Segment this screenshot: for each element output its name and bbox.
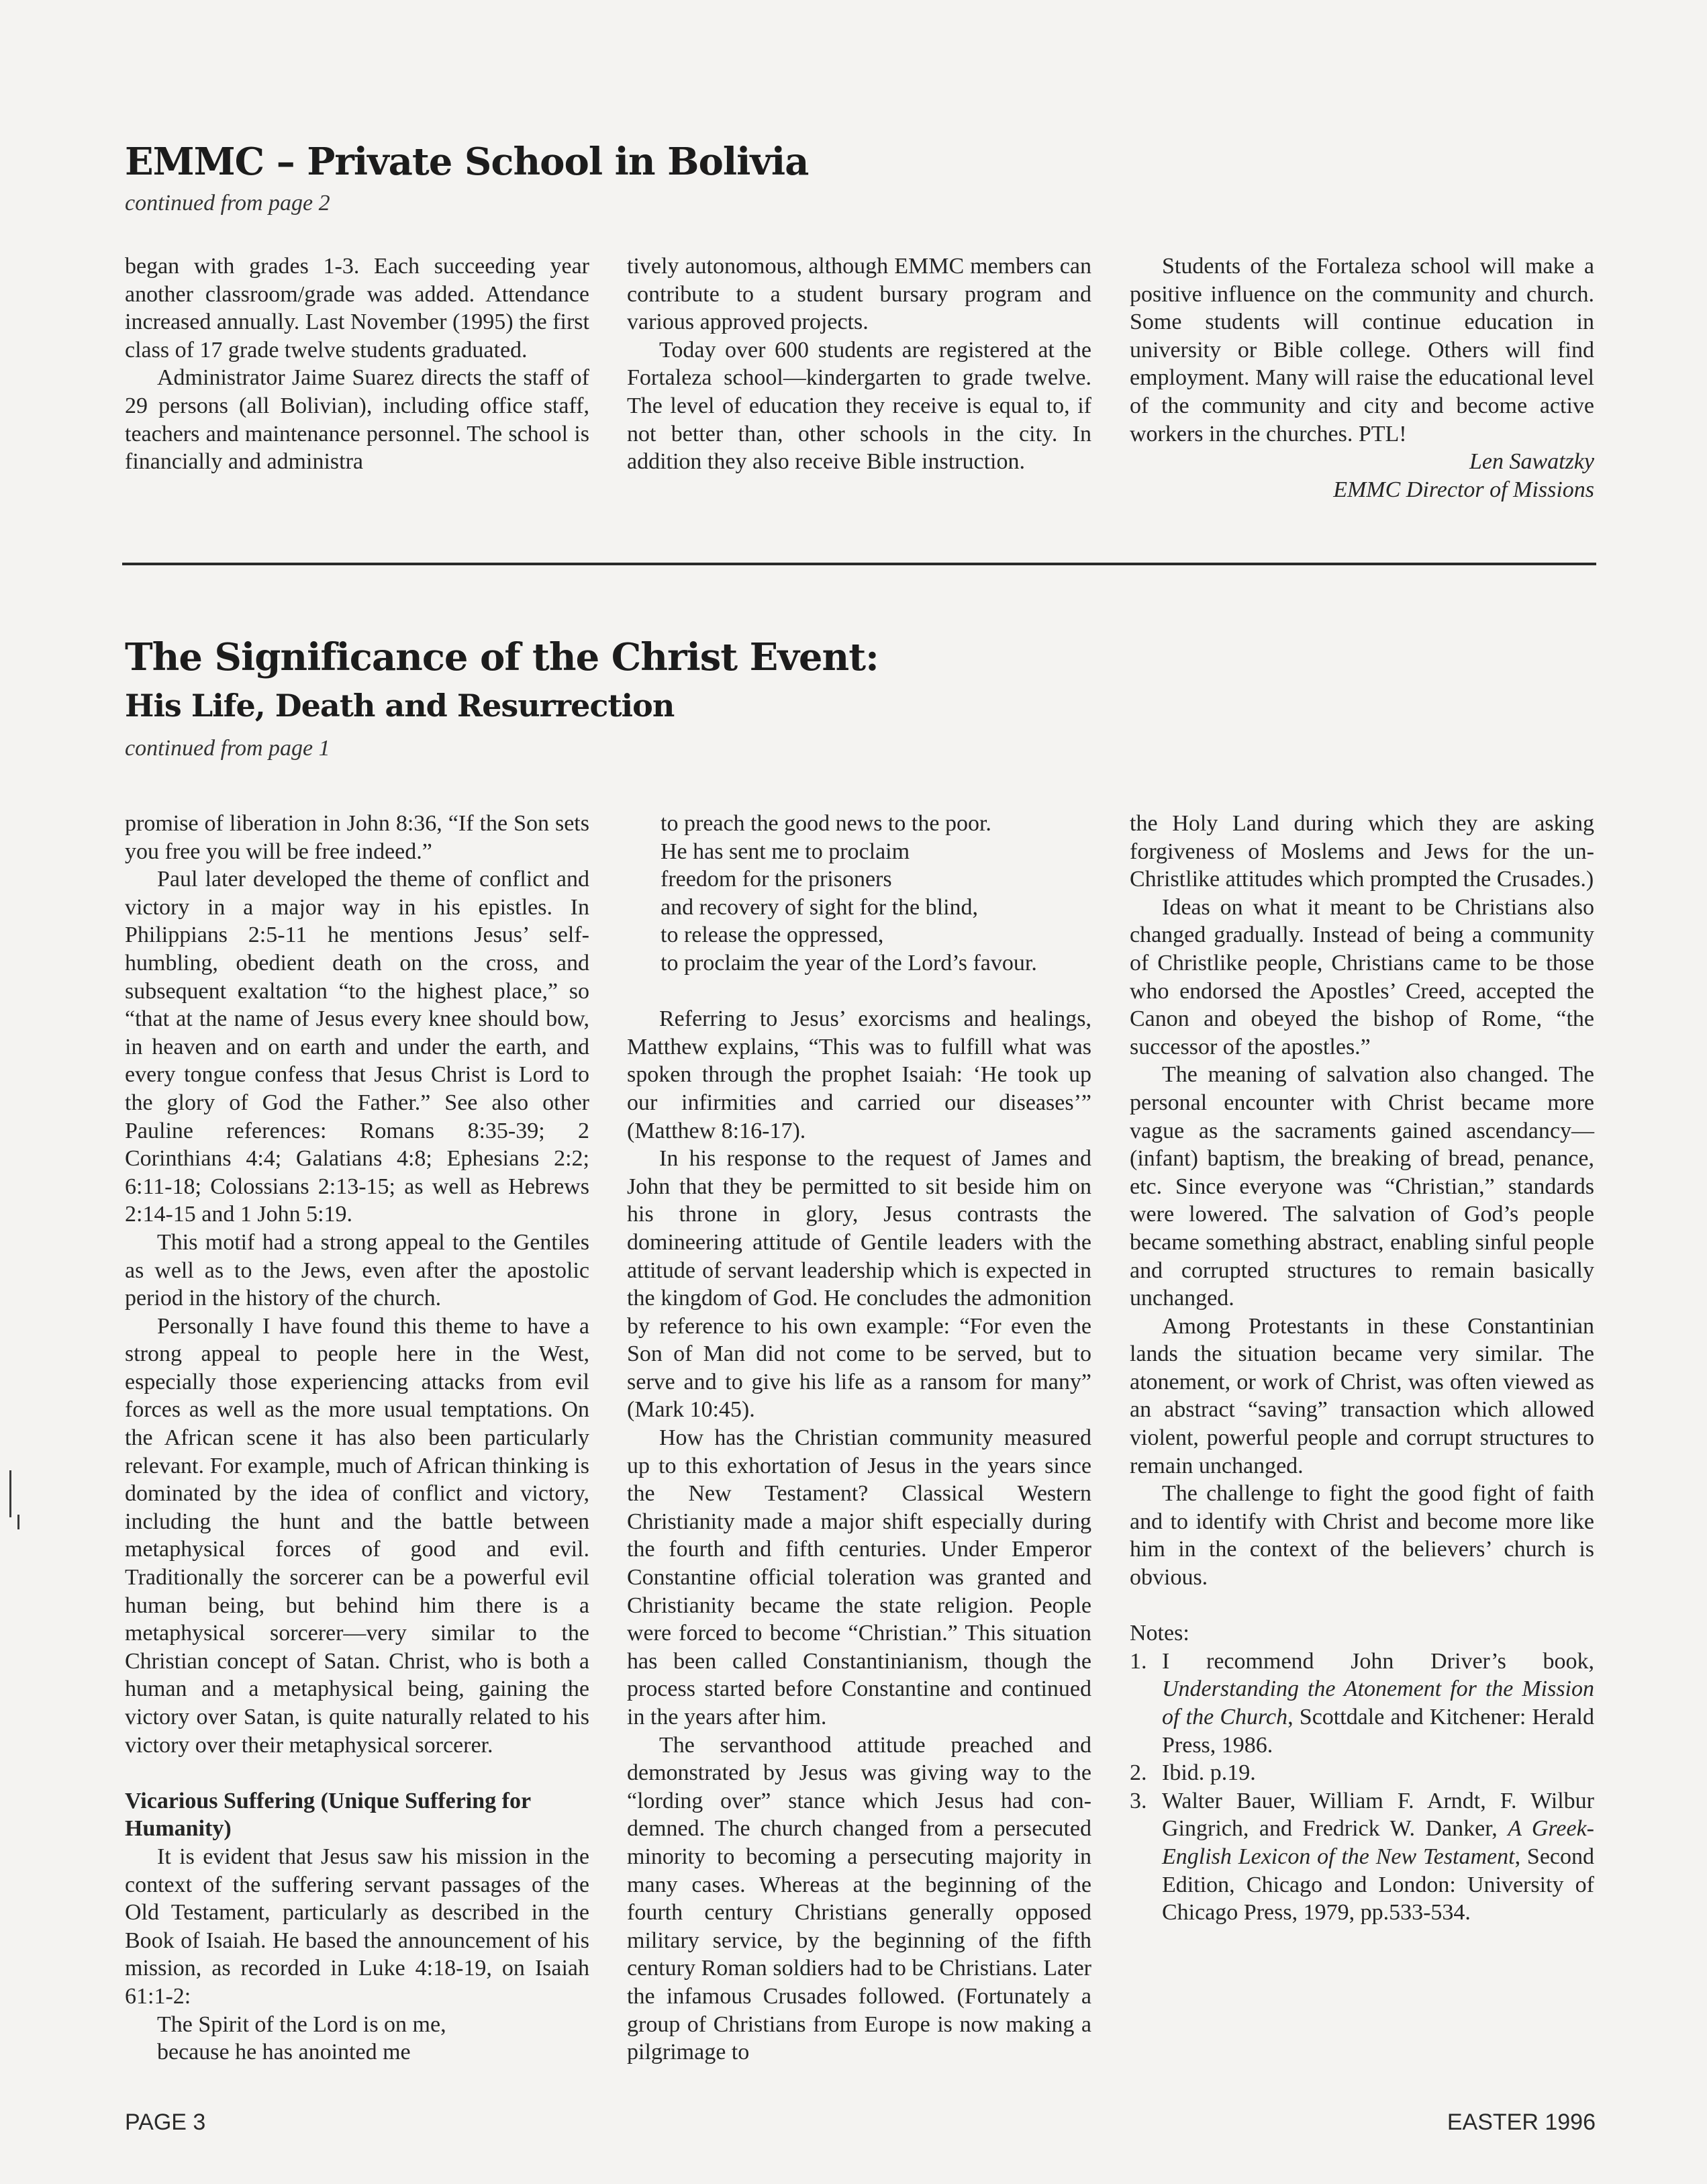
verse-line: because he has anointed me	[157, 2040, 411, 2065]
paragraph: In his response to the request of James and John that they be permitted to sit beside him on his throne in glory, Jesus contrasts the domineering attitude of Gentile leaders with the attitude of servant leadership which is expected in the kingdom of God. He concludes the admonition by reference to his own example: “For even the Son of Man did not come to be served, but to serve and to give his life as a ransom for many” (Mark 10:45).	[627, 1146, 1091, 1423]
continued-note: continued from page 1	[125, 736, 330, 761]
note-item: 3. Walter Bauer, William F. Arndt, F. Wilbur Gingrich, and Fredrick W. Danker, A Greek-English Lexicon of the New Testament, Second Edition, Chicago and London: University of Chicago Press, 1979, pp.533-534.	[1130, 1788, 1594, 1926]
signature-title: EMMC Director of Missions	[1333, 477, 1594, 502]
paragraph: the Holy Land during which they are asking forgiveness of Moslems and Jews for the un-Christlike attitudes which prompted the Crusades.)	[1130, 811, 1594, 892]
paragraph: Today over 600 students are registered at the Fortaleza school—kindergarten to grade twelve. The level of education they receive is equal to, if not better than, other schools in the city. In addition they also receive Bible instruction.	[627, 337, 1091, 475]
article1-column-1	[125, 252, 589, 476]
article-title-christ-event: The Significance of the Christ Event:	[125, 635, 879, 679]
article-subtitle: His Life, Death and Resurrection	[125, 687, 675, 724]
article2-column-3	[1130, 810, 1594, 1927]
notes-label: Notes:	[1130, 1621, 1189, 1646]
issue-label: EASTER 1996	[1447, 2109, 1596, 2135]
spacer	[627, 978, 1091, 1006]
paragraph: began with grades 1-3. Each succeeding year another classroom/grade was added. Attendance increased annually. Last November (1995) the first class of 17 grade twelve students graduated.	[125, 254, 589, 363]
verse-line: The Spirit of the Lord is on me,	[157, 2011, 446, 2037]
paragraph: tively autonomous, although EMMC members can contribute to a student bursary program and various approved projects.	[627, 254, 1091, 335]
section-divider	[122, 563, 1596, 565]
spacer	[125, 1759, 589, 1787]
article-title-emmc: EMMC – Private School in Bolivia	[125, 140, 809, 184]
paragraph: The servanthood attitude preached and demonstrated by Jesus was giving way to the “lording over” stance which Jesus had condemned. The church changed from a persecuted minority to becoming a persecuting majority in many cases. Whereas at the beginning of the fourth century Christians generally opposed military service, by the beginning of the fifth century Roman soldiers had to be Christians. Later the infamous Crusades followed. (Fortunately a group of Christians from Europe is now making a pilgrimage to	[627, 1732, 1091, 2065]
paragraph: Students of the Fortaleza school will make a positive influence on the community and church. Some students will continue education in university or Bible college. Others will find employment. Many will raise the educational level of the community and city and become active workers in the churches. PTL!	[1130, 254, 1594, 446]
scan-mark	[17, 1515, 19, 1529]
verse-line: He has sent me to proclaim	[661, 839, 910, 864]
article1-column-3	[1130, 252, 1594, 504]
paragraph: The meaning of salvation also changed. The personal encounter with Christ became more vague as the sacraments gained ascendancy—(infant) baptism, the breaking of bread, penance, etc. Since everyone was “Christian,” standards were lowered. The salvation of God’s people became something abstract, enabling sinful people and corrupted structures to remain basically unchanged.	[1130, 1062, 1594, 1311]
paragraph: promise of liberation in John 8:36, “If the Son sets you free you will be free indeed.”	[125, 811, 589, 864]
paragraph: It is evident that Jesus saw his mission in the context of the suffering servant passages of the Old Testament, particularly as described in the Book of Isaiah. He based the announcement of his mission, as recorded in Luke 4:18-19, on Isaiah 61:1-2:	[125, 1844, 589, 2009]
verse-line: to proclaim the year of the Lord’s favour.	[661, 950, 1037, 976]
paragraph: Ideas on what it meant to be Christians also changed gradually. Instead of being a community of Christlike people, Christians came to be those who endorsed the Apostles’ Creed, accepted the Canon and obeyed the bishop of Rome, “the successor of the apostles.”	[1130, 894, 1594, 1059]
signature-name: Len Sawatzky	[1469, 449, 1594, 475]
verse-line: to preach the good news to the poor.	[661, 811, 991, 836]
spacer	[1130, 1592, 1594, 1620]
paragraph: Paul later developed the theme of conflict and victory in a major way in his epistles. In Philippians 2:5-11 he mentions Jesus’ self-humbling, obedient death on the cross, and subsequent exaltation “to the highest place,” so “that at the name of Jesus every knee should bow, in heaven and on earth and under the earth, and every tongue confess that Jesus Christ is Lord to the glory of God the Father.” See also other Pauline references: Romans 8:35-39; 2 Corinthians 4:4; Galatians 4:8; Ephesians 2:2; 6:11-18; Colossians 2:13-15; as well as Hebrews 2:14-15 and 1 John 5:19.	[125, 867, 589, 1227]
paragraph: Among Protestants in these Constantinian lands the situation became very similar. The atonement, or work of Christ, was often viewed as an abstract “saving” transaction which allowed violent, powerful people and corrupt structures to remain unchanged.	[1130, 1313, 1594, 1478]
verse-line: and recovery of sight for the blind,	[661, 894, 979, 920]
note-item: 1. I recommend John Driver’s book, Understanding the Atonement for the Mission of the Church, Scottdale and Kitchener: Herald Press, 1986.	[1130, 1648, 1594, 1758]
article2-column-2	[627, 810, 1091, 2067]
paragraph: The challenge to fight the good fight of faith and to identify with Christ and become more like him in the context of the believers’ church is obvious.	[1130, 1481, 1594, 1590]
paragraph: Referring to Jesus’ exorcisms and healings, Matthew explains, “This was to fulfill what was spoken through the prophet Isaiah: ‘He took up our infirmities and carried our diseases’” (Matthew 8:16-17).	[627, 1006, 1091, 1143]
article1-column-2	[627, 252, 1091, 476]
paragraph: How has the Christian community measured up to this exhortation of Jesus in the years since the New Testament? Classical Western Christianity made a major shift especially during the fourth and fifth centuries. Under Emperor Constantine official toleration was granted and Christianity became the state religion. People were forced to become “Christian.” This situation has been called Constantinianism, though the process started before Constantine and continued in the years after him.	[627, 1425, 1091, 1729]
paragraph: Personally I have found this theme to have a strong appeal to people here in the West, especially those experiencing attacks from evil forces as well as the more usual temptations. On the African scene it has also been particularly relevant. For example, much of African thinking is dominated by the idea of conflict and victory, including the hunt and the battle between metaphysical forces of good and evil. Traditionally the sorcerer can be a powerful evil human being, but behind him there is a metaphysical sorcerer—very similar to the Christian concept of Satan. Christ, who is both a human and a metaphysical being, gaining the victory over Satan, is quite naturally related to his victory over their metaphysical sorcerer.	[125, 1313, 589, 1758]
paragraph: This motif had a strong appeal to the Gentiles as well as to the Jews, even after the apostolic period in the history of the church.	[125, 1229, 589, 1311]
continued-note: continued from page 2	[125, 191, 330, 216]
notes-list	[1130, 1648, 1594, 1927]
scan-mark	[9, 1470, 11, 1517]
verse-line: freedom for the prisoners	[661, 867, 892, 892]
page-number: PAGE 3	[125, 2109, 206, 2135]
subheading-vicarious-suffering: Vicarious Suffering (Unique Suffering for Humanity)	[125, 1788, 531, 1842]
verse-line: to release the oppressed,	[661, 922, 884, 948]
paragraph: Administrator Jaime Suarez directs the staff of 29 persons (all Bolivian), including office staff, teachers and maintenance personnel. The school is financially and administra	[125, 365, 589, 475]
article2-column-1	[125, 810, 589, 2067]
note-item: 2. Ibid. p.19.	[1130, 1760, 1256, 1786]
